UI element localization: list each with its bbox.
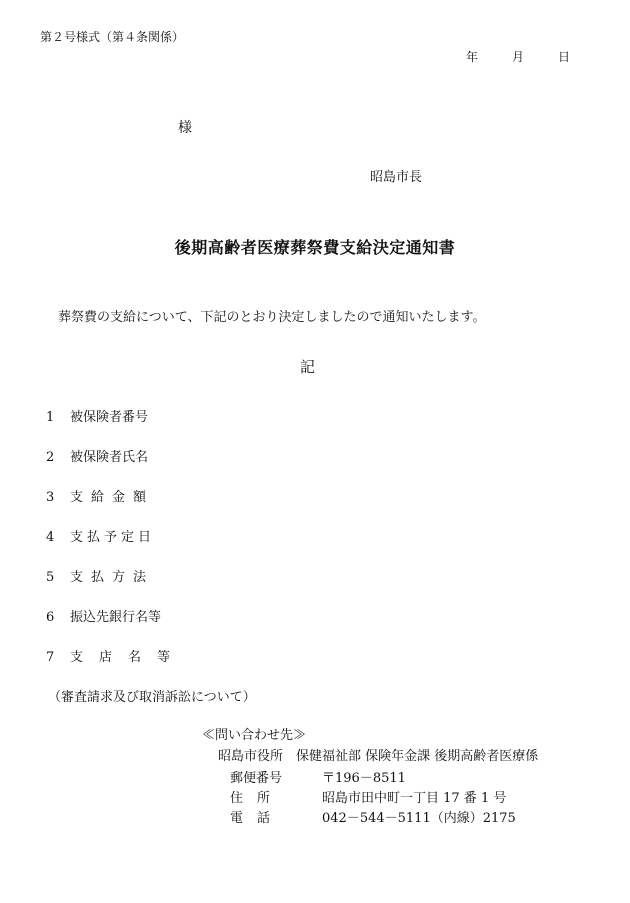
list-item bbox=[46, 446, 148, 465]
phone-label: 電話 bbox=[230, 811, 285, 826]
item-number: 5 bbox=[46, 570, 55, 585]
phone-value: 042－544－5111（内線）2175 bbox=[322, 811, 516, 826]
contact-organization: 昭島市役所 保健福祉部 保険年金課 後期高齢者医療係 bbox=[218, 749, 539, 764]
item-label: 支給金額 bbox=[70, 490, 155, 505]
contact-postal-row bbox=[230, 767, 406, 786]
list-item bbox=[46, 406, 148, 425]
address-label: 住所 bbox=[230, 791, 285, 806]
list-item bbox=[46, 526, 155, 545]
address-value: 昭島市田中町一丁目 17 番 1 号 bbox=[322, 791, 507, 806]
item-number: 3 bbox=[46, 490, 55, 505]
item-label: 被保険者番号 bbox=[70, 410, 149, 425]
list-item bbox=[46, 566, 154, 585]
recipient-honorific: 様 bbox=[178, 120, 192, 136]
list-item bbox=[46, 486, 154, 505]
item-number: 6 bbox=[46, 610, 55, 625]
date-month-label: 月 bbox=[511, 50, 524, 64]
list-item bbox=[46, 646, 186, 665]
item-number: 4 bbox=[46, 530, 55, 545]
list-item bbox=[46, 606, 161, 625]
contact-phone-row bbox=[230, 807, 516, 826]
item-number: 1 bbox=[46, 410, 55, 425]
item-number: 2 bbox=[46, 450, 55, 465]
ki-heading: 記 bbox=[299, 358, 315, 376]
postal-label: 郵便番号 bbox=[230, 771, 283, 786]
date-line bbox=[466, 48, 570, 65]
contact-address-row bbox=[230, 787, 506, 806]
item-label: 支払予定日 bbox=[70, 530, 156, 545]
form-number: 第２号様式（第４条関係） bbox=[40, 30, 185, 44]
review-note: （審査請求及び取消訴訟について） bbox=[48, 690, 256, 705]
postal-value: 〒196－8511 bbox=[322, 771, 406, 786]
item-label: 振込先銀行名等 bbox=[70, 610, 162, 625]
item-label: 支払方法 bbox=[70, 570, 155, 585]
item-label: 支店名等 bbox=[70, 650, 187, 665]
document-title: 後期高齢者医療葬祭費支給決定通知書 bbox=[174, 238, 456, 257]
item-number: 7 bbox=[46, 650, 55, 665]
item-label: 被保険者氏名 bbox=[70, 450, 149, 465]
body-text: 葬祭費の支給について、下記のとおり決定しましたので通知いたします。 bbox=[58, 310, 486, 325]
contact-heading: ≪問い合わせ先≫ bbox=[202, 728, 307, 743]
date-year-label: 年 bbox=[465, 50, 478, 64]
issuer-name: 昭島市長 bbox=[370, 170, 423, 185]
date-day-label: 日 bbox=[557, 50, 570, 64]
